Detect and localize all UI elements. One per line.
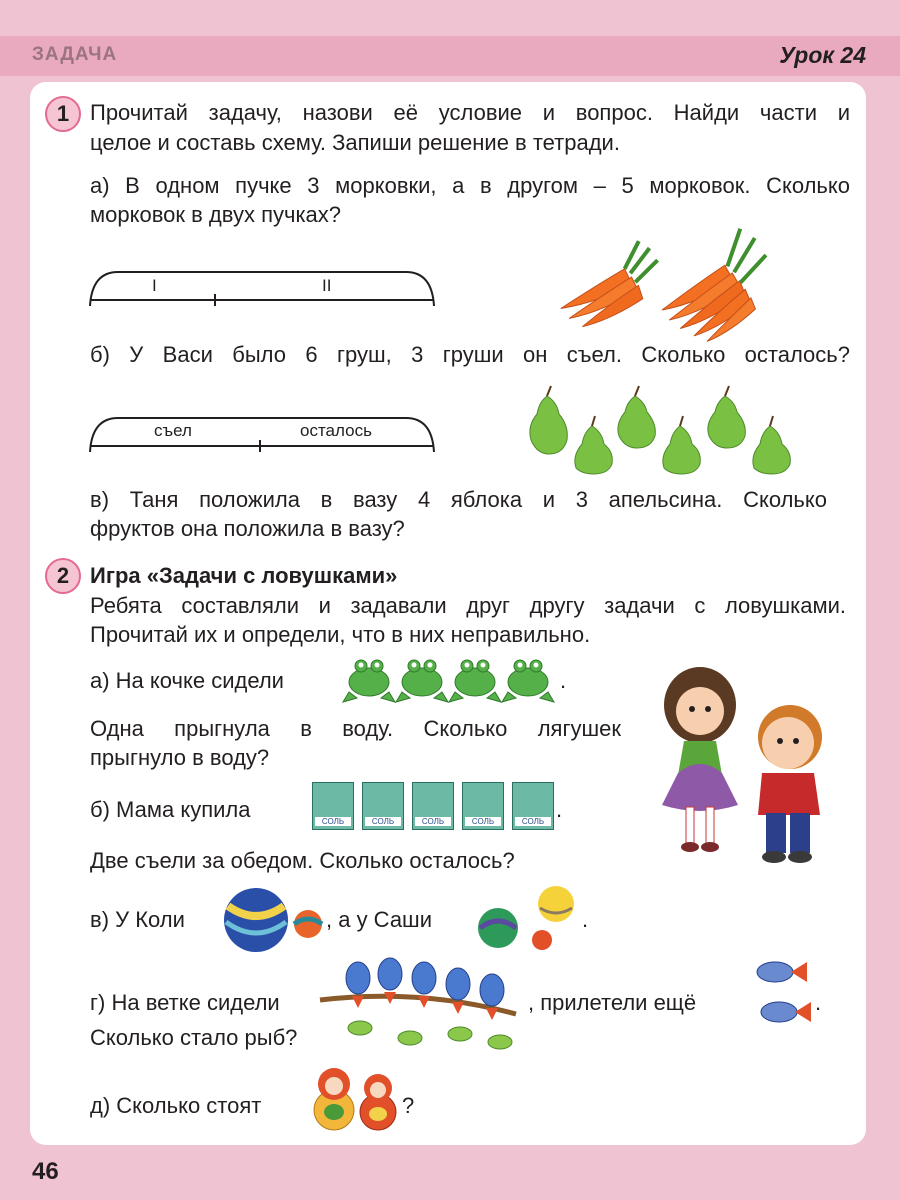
- flying-fish-icon: [745, 958, 815, 1034]
- task-1a-line1: а) В одном пучке 3 морковки, а в другом – 5 морковок. Сколько: [90, 173, 850, 198]
- task-2d-text: г) На ветке сидели: [90, 990, 280, 1015]
- task-2e-text: д) Сколько стоят: [90, 1093, 262, 1118]
- fish-on-branch-icon: [320, 958, 520, 1054]
- scheme-b-right-label: осталось: [300, 421, 372, 440]
- task-1c-line2: фруктов она положила в вазу?: [90, 516, 405, 541]
- header-bar: [0, 36, 900, 76]
- task-2b-text: б) Мама купила: [90, 797, 251, 822]
- carrots-icon: [550, 232, 770, 322]
- scheme-a: [88, 262, 438, 312]
- frogs-icon: [343, 652, 558, 704]
- task-1b-text: б) У Васи было 6 груш, 3 груши он съел. Сколько осталось?: [90, 342, 850, 367]
- task-2e-end: ?: [402, 1093, 415, 1118]
- task-2a-text: а) На кочке сидели: [90, 668, 284, 693]
- task-1-number: 1: [45, 96, 81, 132]
- scheme-b-left-label: съел: [154, 421, 192, 440]
- salt-box-icon: СОЛЬ: [362, 782, 404, 830]
- page-number: 46: [32, 1158, 59, 1185]
- task-2c-text: в) У Коли: [90, 907, 185, 932]
- task-2c-mid: , а у Саши: [326, 907, 432, 932]
- task-1-instruction-line2: целое и составь схему. Запиши решение в тетради.: [90, 130, 620, 155]
- pears-icon: [525, 384, 795, 474]
- task-2b-end: .: [556, 797, 563, 822]
- section-label: ЗАДАЧА: [32, 44, 118, 65]
- task-2a-line2: Одна прыгнула в воду. Сколько лягушек: [90, 716, 621, 741]
- scheme-b: [88, 408, 438, 458]
- task-2a-end: .: [560, 668, 567, 693]
- task-2d-mid: , прилетели ещё: [528, 990, 697, 1015]
- task-2-intro-line2: Прочитай их и определи, что в них неправильно.: [90, 622, 591, 647]
- balls-kolya-icon: [222, 886, 326, 952]
- lesson-label: Урок 24: [779, 42, 866, 68]
- task-2-title: Игра «Задачи с ловушками»: [90, 563, 398, 588]
- salt-box-icon: СОЛЬ: [312, 782, 354, 830]
- children-illustration-icon: [650, 665, 850, 870]
- scheme-a-left-label: I: [152, 276, 157, 295]
- task-2d-line2: Сколько стало рыб?: [90, 1025, 298, 1050]
- salt-box-icon: СОЛЬ: [512, 782, 554, 830]
- task-2a-line3: прыгнуло в воду?: [90, 745, 270, 770]
- task-2c-end: .: [582, 907, 589, 932]
- task-2-number: 2: [45, 558, 81, 594]
- matryoshka-dolls-icon: [312, 1064, 402, 1132]
- task-1a-line2: морковок в двух пучках?: [90, 202, 342, 227]
- salt-boxes: [312, 782, 554, 832]
- salt-box-icon: СОЛЬ: [462, 782, 504, 830]
- task-2b-line2: Две съели за обедом. Сколько осталось?: [90, 848, 515, 873]
- salt-box-icon: СОЛЬ: [412, 782, 454, 830]
- task-1-instruction-line1: Прочитай задачу, назови её условие и вопрос. Найди части и: [90, 100, 850, 125]
- scheme-a-right-label: II: [322, 276, 332, 295]
- task-1c-line1: в) Таня положила в вазу 4 яблока и 3 апельсина. Сколько: [90, 487, 827, 512]
- task-2d-end: .: [815, 990, 822, 1015]
- balls-sasha-icon: [476, 884, 580, 954]
- task-2-intro-line1: Ребята составляли и задавали друг другу задачи с ловушками.: [90, 593, 846, 618]
